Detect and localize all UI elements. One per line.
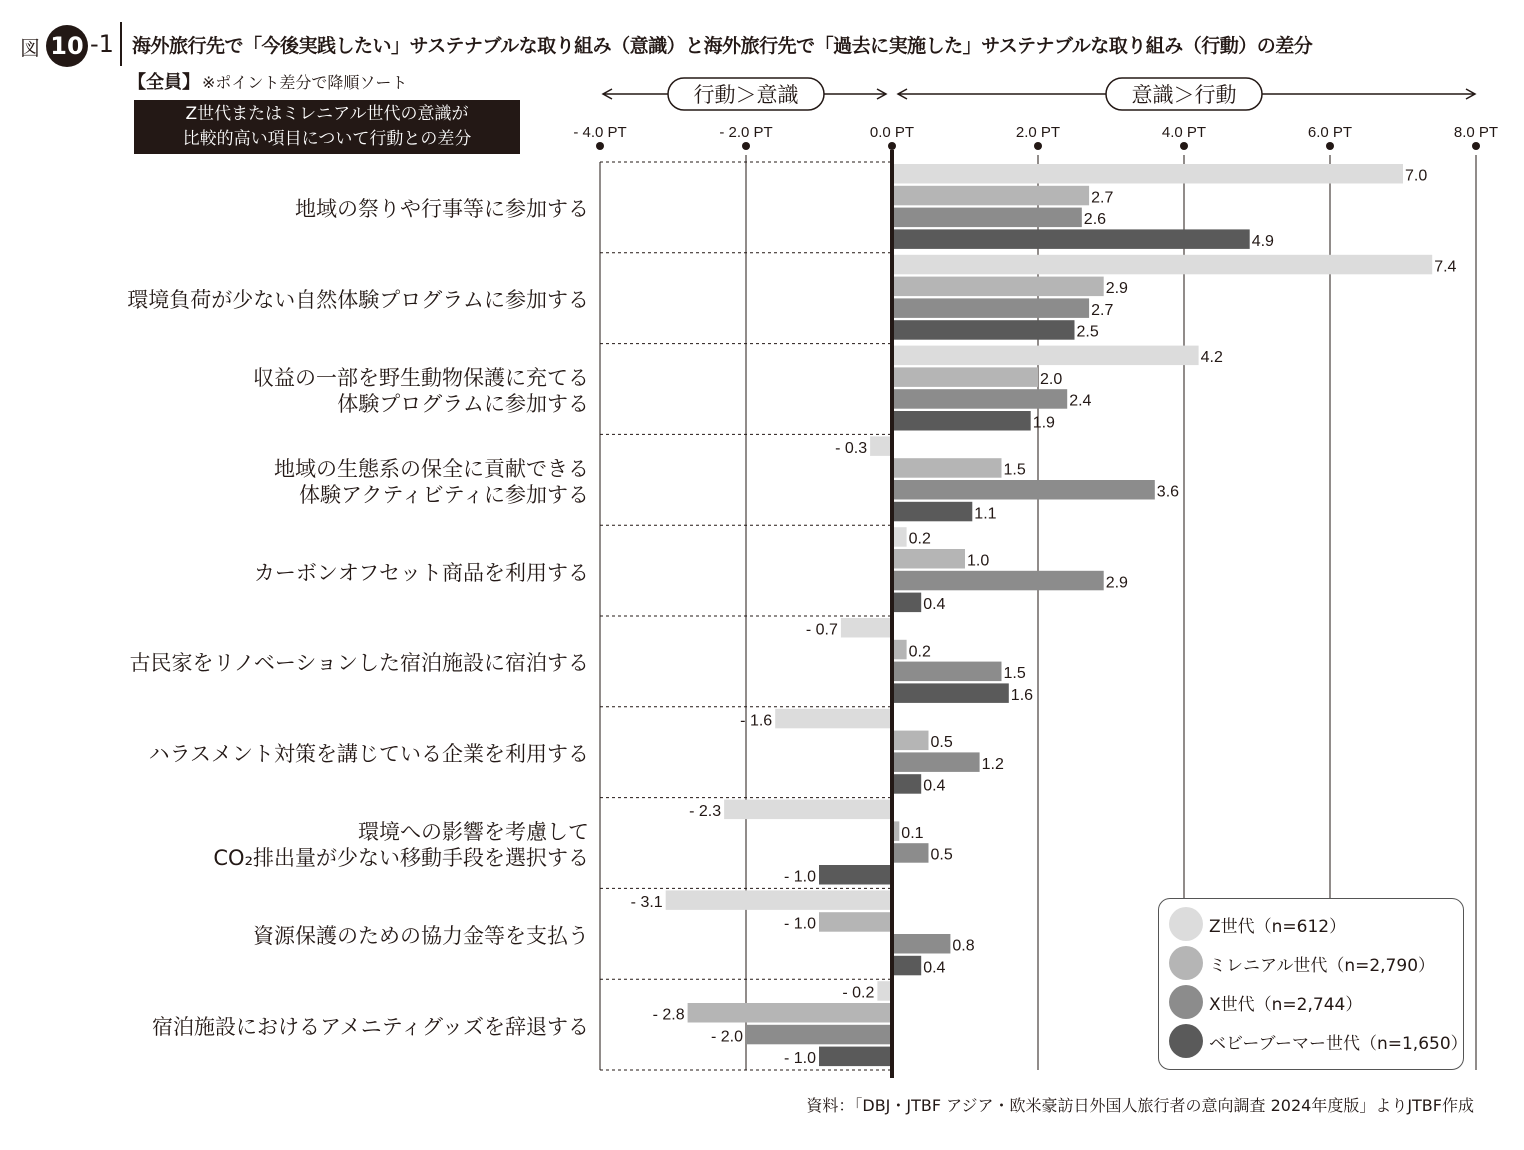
data-label: 1.0 (967, 552, 990, 570)
data-label: 1.1 (974, 505, 997, 523)
bar (892, 956, 921, 976)
data-label: 1.9 (1032, 414, 1055, 432)
tick-dot (742, 142, 750, 150)
bar (877, 981, 892, 1001)
data-label: 4.2 (1200, 349, 1223, 367)
data-label: 3.6 (1156, 483, 1180, 501)
category-label-line: 環境への影響を考慮して (358, 820, 589, 844)
tick-label: 4.0 PT (1161, 124, 1207, 141)
data-label: 0.5 (930, 846, 953, 864)
data-label: - 1.0 (783, 868, 816, 886)
data-label: 1.5 (1003, 461, 1026, 479)
legend-swatch (1169, 946, 1203, 980)
data-label: 7.4 (1434, 258, 1457, 276)
bar (819, 912, 892, 932)
bar (892, 549, 965, 569)
data-label: 2.7 (1091, 189, 1114, 207)
bar (892, 186, 1089, 206)
data-label: 2.5 (1076, 323, 1099, 341)
legend-swatch (1169, 1024, 1203, 1058)
bar (892, 480, 1155, 500)
bar (819, 865, 892, 885)
note-box-line-1: Z世代またはミレニアル世代の意識が (185, 104, 469, 124)
data-label: - 0.2 (842, 984, 875, 1002)
category-label-line: カーボンオフセット商品を利用する (253, 560, 589, 585)
data-label: 0.4 (923, 959, 946, 977)
data-label: 0.8 (952, 937, 975, 955)
category-label-line: 収益の一部を野生動物保護に充てる (253, 366, 589, 390)
legend-label: Z世代（n=612） (1209, 916, 1347, 937)
bar (892, 389, 1067, 409)
legend-swatch (1169, 985, 1203, 1019)
data-label: 1.5 (1003, 665, 1026, 683)
legend-label: X世代（n=2,744） (1209, 994, 1363, 1015)
bar (892, 164, 1403, 184)
data-label: - 0.7 (805, 621, 838, 639)
bar (892, 593, 921, 613)
data-label: 2.0 (1040, 370, 1063, 388)
data-label: - 2.0 (710, 1028, 743, 1046)
data-label: 2.7 (1091, 301, 1114, 319)
bar (892, 229, 1250, 249)
category-label-line: 宿泊施設におけるアメニティグッズを辞退する (151, 1014, 589, 1039)
tick-label: - 4.0 PT (573, 124, 627, 141)
bar (892, 502, 972, 522)
bar (892, 411, 1031, 431)
category-label-line: 環境負荷が少ない自然体験プログラムに参加する (127, 288, 589, 313)
bar (892, 367, 1038, 387)
bar (892, 277, 1104, 297)
data-label: 0.4 (923, 596, 946, 614)
tick-label: - 2.0 PT (719, 124, 773, 141)
bar (892, 752, 980, 772)
bar (746, 1025, 892, 1045)
data-label: 0.5 (930, 734, 953, 752)
direction-right-label: 意識＞行動 (1131, 83, 1237, 107)
category-label-line: 古民家をリノベーションした宿泊施設に宿泊する (129, 651, 589, 676)
bar (870, 436, 892, 456)
bar (892, 683, 1009, 703)
data-label: 0.1 (901, 824, 924, 842)
tick-label: 2.0 PT (1015, 124, 1061, 141)
data-label: 7.0 (1405, 167, 1428, 185)
bar (775, 709, 892, 729)
bar (892, 571, 1104, 591)
data-label: 2.4 (1069, 392, 1092, 410)
category-label-line: 地域の祭りや行事等に参加する (295, 197, 589, 222)
category-label-line: 体験アクティビティに参加する (298, 482, 589, 507)
data-label: - 1.0 (783, 1050, 816, 1068)
data-label: 0.2 (908, 643, 931, 661)
tick-dot (1034, 142, 1042, 150)
bar (892, 346, 1199, 366)
tick-dot (888, 142, 896, 150)
bar (892, 458, 1002, 478)
bar (892, 320, 1075, 340)
tick-dot (1326, 142, 1334, 150)
legend-label: ベビーブーマー世代（n=1,650） (1209, 1033, 1468, 1054)
tick-label: 0.0 PT (869, 124, 915, 141)
note-box-line-2: 比較的高い項目について行動との差分 (182, 129, 472, 149)
source-note: 資料：「DBJ・JTBF アジア・欧米豪訪日外国人旅行者の意向調査 2024年度版」よりJTBF作成 (806, 1096, 1474, 1115)
data-label: 2.9 (1105, 574, 1128, 592)
category-label-line: CO₂排出量が少ない移動手段を選択する (213, 846, 589, 870)
figure-sub-number: -1 (90, 30, 114, 58)
legend (1158, 898, 1468, 1070)
tick-label: 8.0 PT (1453, 124, 1499, 141)
category-label-line: 体験プログラムに参加する (337, 392, 589, 416)
chart-title: 海外旅行先で「今後実践したい」サステナブルな取り組み（意識）と海外旅行先で「過去に実施した」サステナブルな取り組み（行動）の差分 (132, 35, 1313, 57)
data-label: - 1.6 (740, 712, 773, 730)
data-label: 2.9 (1105, 280, 1128, 298)
category-label-line: 地域の生態系の保全に貢献できる (274, 456, 589, 481)
data-label: - 2.3 (689, 803, 722, 821)
tick-label: 6.0 PT (1307, 124, 1353, 141)
data-label: - 1.0 (783, 915, 816, 933)
data-label: 4.9 (1251, 232, 1274, 250)
category-label-line: 資源保護のための協力金等を支払う (253, 923, 589, 948)
bar (892, 843, 929, 863)
data-label: 0.2 (908, 530, 931, 548)
bar (688, 1003, 892, 1023)
subtitle-scope: 【全員】 (128, 72, 200, 93)
tick-dot (1180, 142, 1188, 150)
legend-label: ミレニアル世代（n=2,790） (1209, 955, 1436, 976)
bar (892, 208, 1082, 228)
subtitle-note: ※ポイント差分で降順ソート (202, 73, 408, 92)
legend-item (1169, 945, 1435, 981)
legend-item (1169, 906, 1346, 942)
category-label-line: ハラスメント対策を講じている企業を利用する (148, 742, 589, 767)
tick-dot (596, 142, 604, 150)
bar (892, 640, 907, 660)
data-label: - 2.8 (652, 1006, 685, 1024)
bar (819, 1047, 892, 1067)
figure-prefix: 図 (20, 36, 40, 60)
data-label: 1.2 (981, 755, 1004, 773)
bar (892, 255, 1432, 274)
direction-left-label: 行動＞意識 (693, 83, 799, 107)
legend-swatch (1169, 907, 1203, 941)
legend-item (1169, 984, 1362, 1020)
bar (892, 774, 921, 794)
data-label: - 3.1 (630, 893, 663, 911)
data-label: 1.6 (1010, 686, 1034, 704)
bar (892, 298, 1089, 318)
legend-item (1169, 1023, 1468, 1059)
figure-number: 10 (46, 25, 88, 67)
tick-dot (1472, 142, 1480, 150)
bar (892, 527, 907, 547)
bar (892, 731, 929, 751)
data-label: 0.4 (923, 777, 946, 795)
bar (666, 890, 892, 910)
bar (724, 800, 892, 820)
bar (892, 934, 950, 954)
bar (841, 618, 892, 638)
data-label: 2.6 (1083, 211, 1107, 229)
bar (892, 662, 1002, 682)
data-label: - 0.3 (835, 439, 868, 457)
